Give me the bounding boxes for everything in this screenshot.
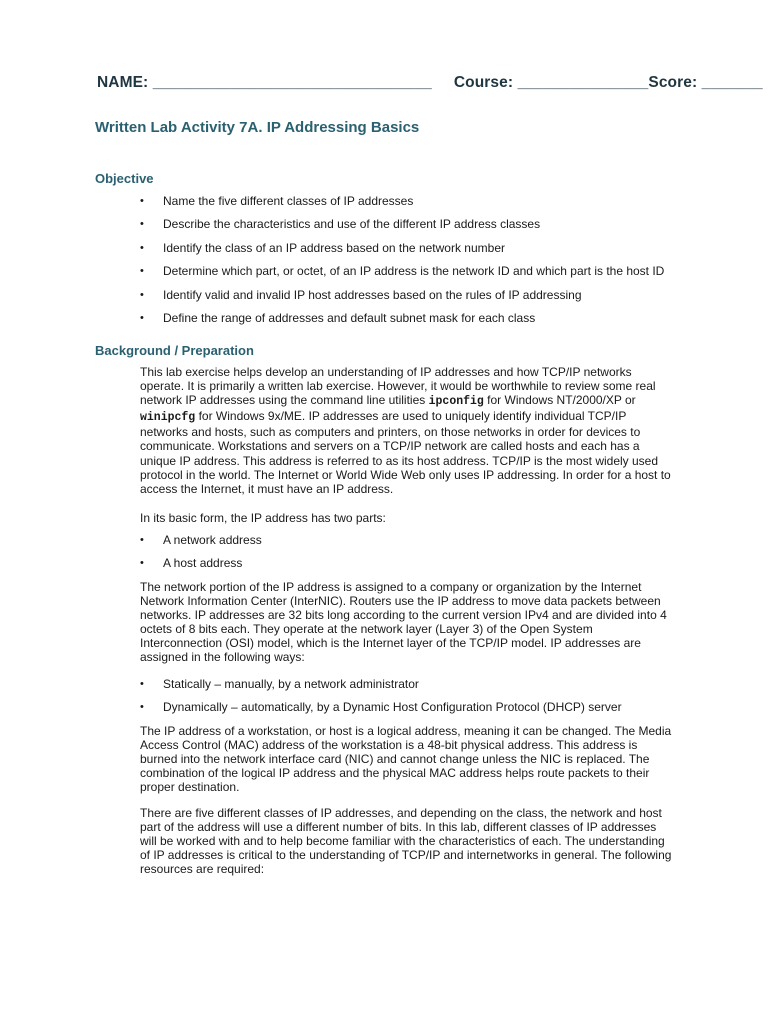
score-blank[interactable]: _______ [701,74,763,91]
bullet-icon: • [140,311,144,324]
list-item: • Define the range of addresses and default subnet mask for each class [140,310,536,325]
bullet-icon: • [140,265,144,278]
background-paragraph-2: In its basic form, the IP address has two parts: [140,511,386,525]
bullet-icon: • [140,678,144,690]
bullet-icon: • [140,288,144,301]
bullet-icon: • [140,241,144,254]
bullet-icon: • [140,534,144,546]
address-parts-list [140,533,262,580]
background-paragraph-3: The network portion of the IP address is assigned to a company or organization by the Internet Network Information Center (InterNIC). Routers use the IP address to move data packets between networks. IP addresses are 32 bits long according to the current version IPv4 and are divided into 4 octets of 8 bits each. They operate at the network layer (Layer 3) of the Open System Interconnection (OSI) model, which is the Internet layer of the TCP/IP model. IP addresses are assigned in the following ways: [140,580,667,665]
list-item: • Identify valid and invalid IP host addresses based on the rules of IP addressing [140,287,582,302]
bullet-icon: • [140,701,144,714]
course-label: Course: [453,74,514,91]
name-blank[interactable]: ________________________________ [152,74,432,91]
bullet-icon: • [140,195,144,207]
background-paragraph-1: This lab exercise helps develop an understanding of IP addresses and how TCP/IP networks operate. It is primarily a written lab exercise. However, it would be worthwhile to review some real network IP addresses using the command line utilities ipconfig for Windows NT/2000/XP or winipcfg for Windows 9x/ME. IP addresses are used to uniquely identify individual TCP/IP networks and hosts, such as computers and printers, on those networks in order for devices to communicate. Workstations and servers on a TCP/IP network are called hosts and each has a unique IP address. This address is referred to as its host address. TCP/IP is the most widely used protocol in the world. The Internet or World Wide Web only uses IP addressing. In order for a host to access the Internet, it must have an IP address. [140,365,671,496]
objective-list [140,194,664,334]
objective-heading: Objective [95,171,154,186]
name-label: NAME: [97,74,149,91]
winipcfg-command: winipcfg [140,411,196,425]
background-heading: Background / Preparation [95,343,254,358]
list-item: • Name the five different classes of IP addresses [140,194,414,208]
course-blank[interactable]: _______________ [517,74,649,91]
assignment-methods-list [140,677,622,724]
background-paragraph-4: The IP address of a workstation, or host is a logical address, meaning it can be changed. The Media Access Control (MAC) address of the workstation is a 48-bit physical address. This address is burned into the network interface card (NIC) and cannot change unless the NIC is replaced. The combination of the logical IP address and the physical MAC address helps route packets to their proper destination. [140,724,672,795]
list-item: • Identify the class of an IP address based on the network number [140,240,505,255]
ipconfig-command: ipconfig [428,395,484,409]
list-item: • Determine which part, or octet, of an IP address is the network ID and which part is the host ID [140,264,665,279]
score-label: Score: [648,74,698,91]
list-item: • Describe the characteristics and use of the different IP address classes [140,217,541,232]
list-item: • A network address [140,533,262,547]
bullet-icon: • [140,557,144,570]
list-item: • Dynamically – automatically, by a Dynamic Host Configuration Protocol (DHCP) server [140,700,622,715]
bullet-icon: • [140,218,144,231]
list-item: • A host address [140,556,243,571]
list-item: • Statically – manually, by a network administrator [140,677,419,691]
background-paragraph-5: There are five different classes of IP addresses, and depending on the class, the network and host part of the address will use a different number of bits. In this lab, different classes of IP addresses will be worked with and to help become familiar with the characteristics of each. The understanding of IP addresses is critical to the understanding of TCP/IP and internetworks in general. The following resources are required: [140,806,672,877]
student-info-line [97,74,763,92]
lab-title: Written Lab Activity 7A. IP Addressing Basics [95,119,420,136]
